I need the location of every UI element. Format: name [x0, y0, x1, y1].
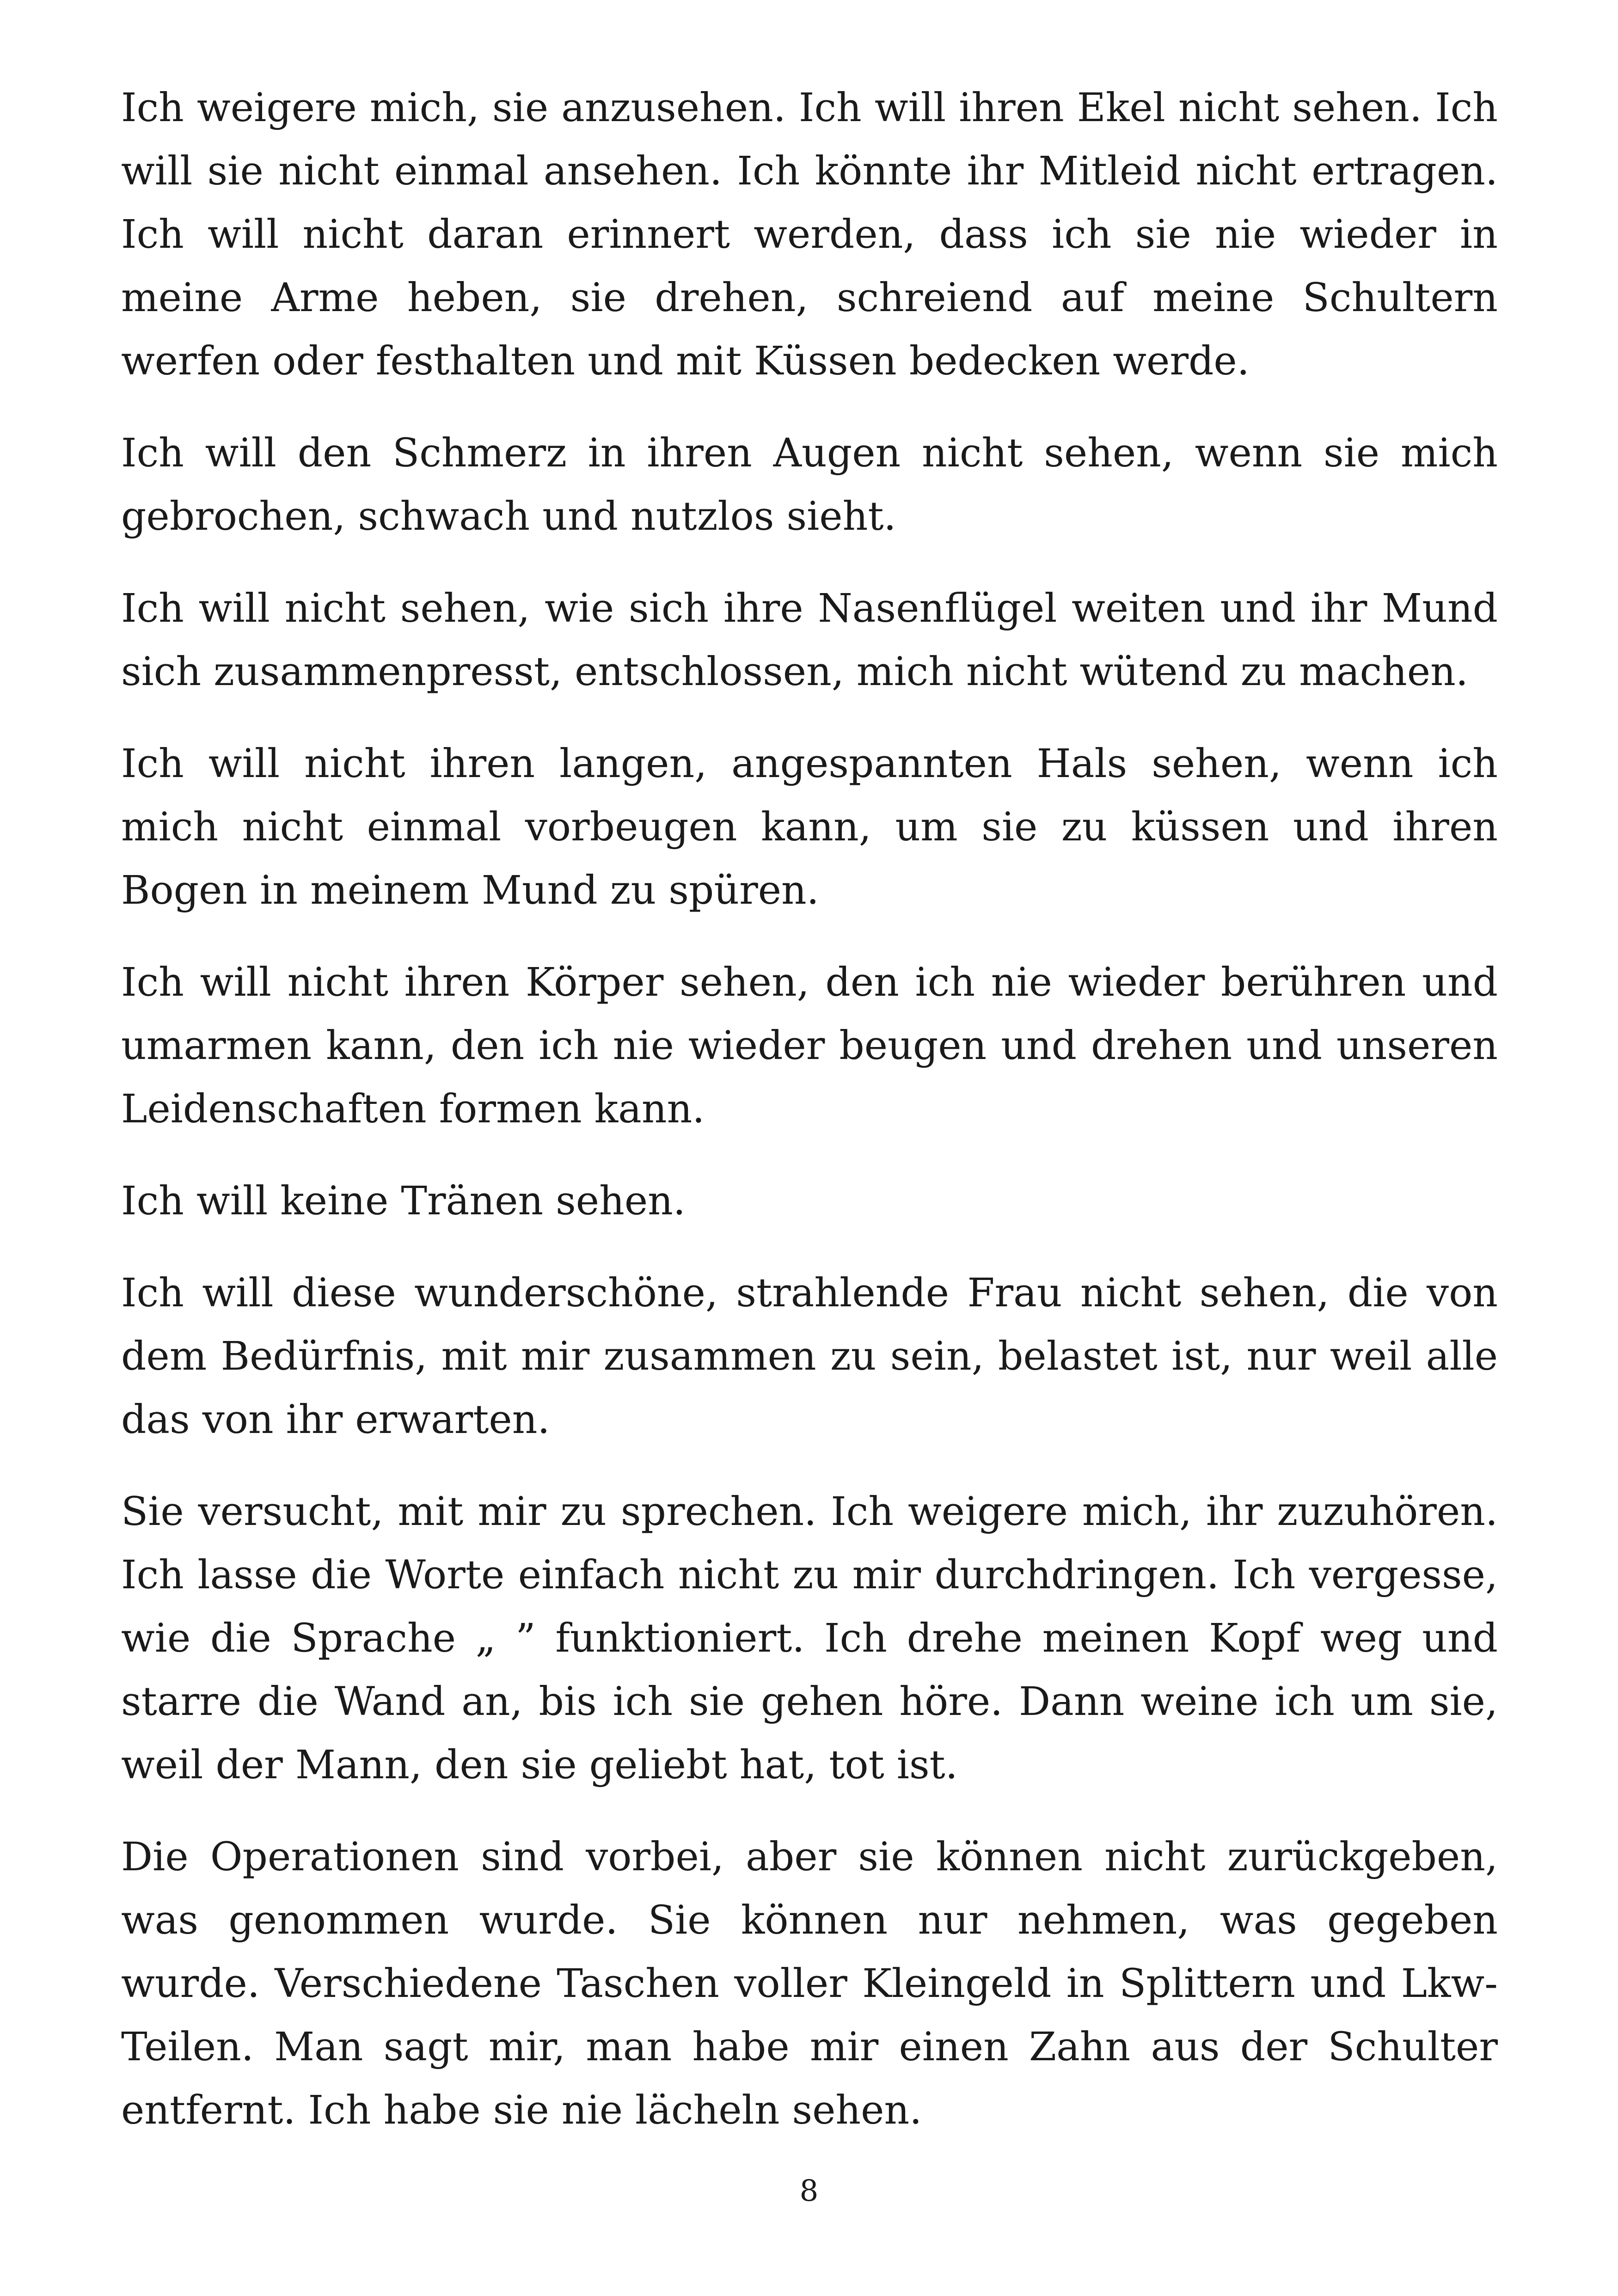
- body-text: [121, 76, 1498, 2171]
- paragraph: Ich weigere mich, sie anzusehen. Ich will ihren Ekel nicht sehen. Ich will sie nicht einmal ansehen. Ich könnte ihr Mitleid nicht ertragen. Ich will nicht daran erinnert werden, dass ich sie nie wieder in meine Arme heben, sie drehen, schreiend auf meine Schultern werfen oder festhalten und mit Küssen bedecken werde.: [121, 85, 1498, 384]
- paragraph: Sie versucht, mit mir zu sprechen. Ich weigere mich, ihr zuzuhören. Ich lasse die Worte einfach nicht zu mir durchdringen. Ich vergesse, wie die Sprache „ ” funktioniert. Ich drehe meinen Kopf weg und starre die Wand an, bis ich sie gehen höre. Dann weine ich um sie, weil der Mann, den sie geliebt hat, tot ist.: [121, 1489, 1498, 1788]
- paragraph: Ich will den Schmerz in ihren Augen nicht sehen, wenn sie mich gebrochen, schwach und nutzlos sieht.: [121, 430, 1498, 539]
- paragraph: Die Operationen sind vorbei, aber sie können nicht zurückgeben, was genommen wurde. Sie können nur nehmen, was gegeben wurde. Verschiedene Taschen voller Kleingeld in Splittern und Lkw-Teilen. Man sagt mir, man habe mir einen Zahn aus der Schulter entfernt. Ich habe sie nie lächeln sehen.: [121, 1834, 1498, 2133]
- paragraph: Ich will nicht ihren Körper sehen, den ich nie wieder berühren und umarmen kann, den ich nie wieder beugen und drehen und unseren Leidenschaften formen kann.: [121, 960, 1498, 1132]
- page-number: 8: [799, 2174, 819, 2208]
- paragraph: Ich will keine Tränen sehen.: [121, 1178, 686, 1224]
- paragraph: Ich will diese wunderschöne, strahlende Frau nicht sehen, die von dem Bedürfnis, mit mir zusammen zu sein, belastet ist, nur weil alle das von ihr erwarten.: [121, 1270, 1498, 1443]
- paragraph: Ich will nicht ihren langen, angespannten Hals sehen, wenn ich mich nicht einmal vorbeugen kann, um sie zu küssen und ihren Bogen in meinem Mund zu spüren.: [121, 741, 1498, 913]
- paragraph: Ich will nicht sehen, wie sich ihre Nasenflügel weiten und ihr Mund sich zusammenpresst, entschlossen, mich nicht wütend zu machen.: [121, 586, 1498, 695]
